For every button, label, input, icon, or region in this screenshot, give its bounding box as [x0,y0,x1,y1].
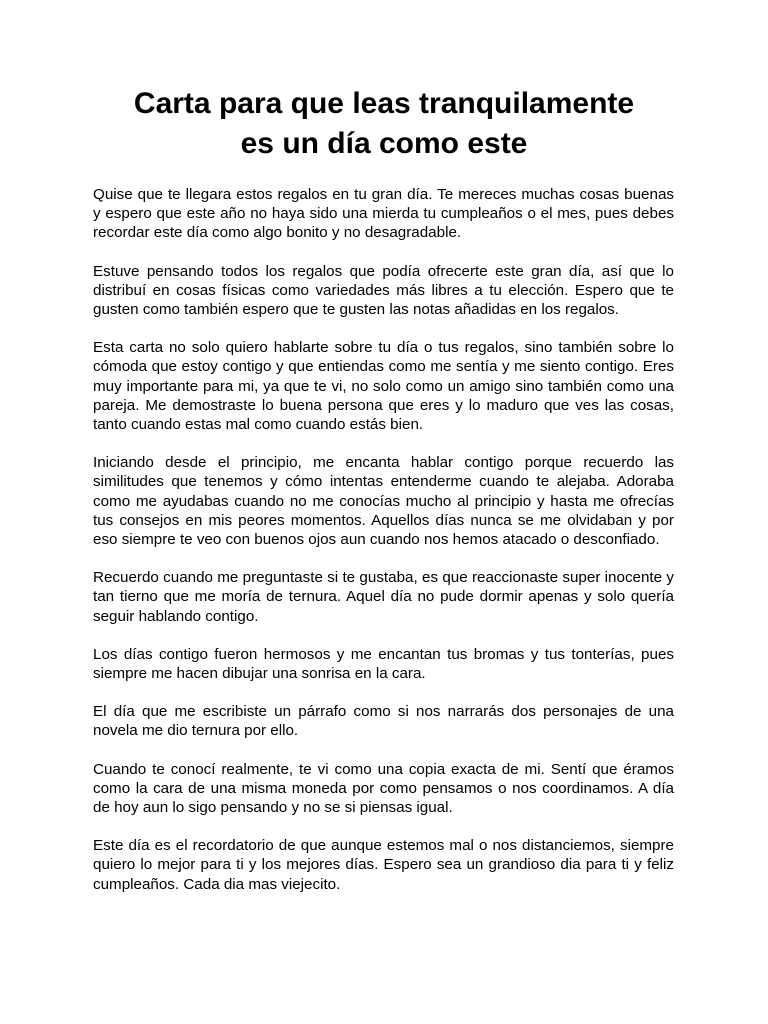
paragraph-9: Este día es el recordatorio de que aunque estemos mal o nos distanciemos, siempre quiero lo mejor para ti y los mejores días. Espero sea un grandioso dia para ti y feliz cumpleaños. Cada dia mas viejecito. [93,837,674,893]
document-title [60,84,708,164]
paragraph-4: Iniciando desde el principio, me encanta hablar contigo porque recuerdo las similitudes que tenemos y cómo intentas entenderme cuando te alejaba. Adoraba como me ayudabas cuando no me conocías mucho al principio y hasta me ofrecías tus consejos en mis peores momentos. Aquellos días nunca se me olvidaban y por eso siempre te veo con buenos ojos aun cuando nos hemos atacado o desconfiado. [93,454,674,549]
title-line-2: es un día como este [240,127,528,160]
letter-body [93,185,674,913]
paragraph-8: Cuando te conocí realmente, te vi como una copia exacta de mi. Sentí que éramos como la cara de una misma moneda por como pensamos o nos coordinamos. A día de hoy aun lo sigo pensando y no se si piensas igual. [93,760,674,817]
paragraph-6: Los días contigo fueron hermosos y me encantan tus bromas y tus tonterías, pues siempre me hacen dibujar una sonrisa en la cara. [93,645,674,683]
paragraph-3: Esta carta no solo quiero hablarte sobre tu día o tus regalos, sino también sobre lo cómoda que estoy contigo y que entiendas como me sentía y me siento contigo. Eres muy importante para mi, ya que te vi, no solo como un amigo sino también como una pareja. Me demostraste lo buena persona que eres y lo maduro que ves las cosas, tanto cuando estas mal como cuando estás bien. [93,339,674,434]
title-line-1: Carta para que leas tranquilamente [133,87,635,120]
paragraph-7: El día que me escribiste un párrafo como si nos narrarás dos personajes de una novela me dio ternura por ello. [93,703,674,740]
paragraph-5: Recuerdo cuando me preguntaste si te gustaba, es que reaccionaste super inocente y tan tierno que me moría de ternura. Aquel día no pude dormir apenas y solo quería seguir hablando contigo. [93,569,674,625]
paragraph-1: Quise que te llegara estos regalos en tu gran día. Te mereces muchas cosas buenas y espero que este año no haya sido una mierda tu cumpleaños o el mes, pues debes recordar este día como algo bonito y no desagradable. [93,186,674,242]
paragraph-2: Estuve pensando todos los regalos que podía ofrecerte este gran día, así que lo distribuí en cosas físicas como variedades más libres a tu elección. Espero que te gusten como también espero que te gusten las notas añadidas en los regalos. [93,262,674,319]
